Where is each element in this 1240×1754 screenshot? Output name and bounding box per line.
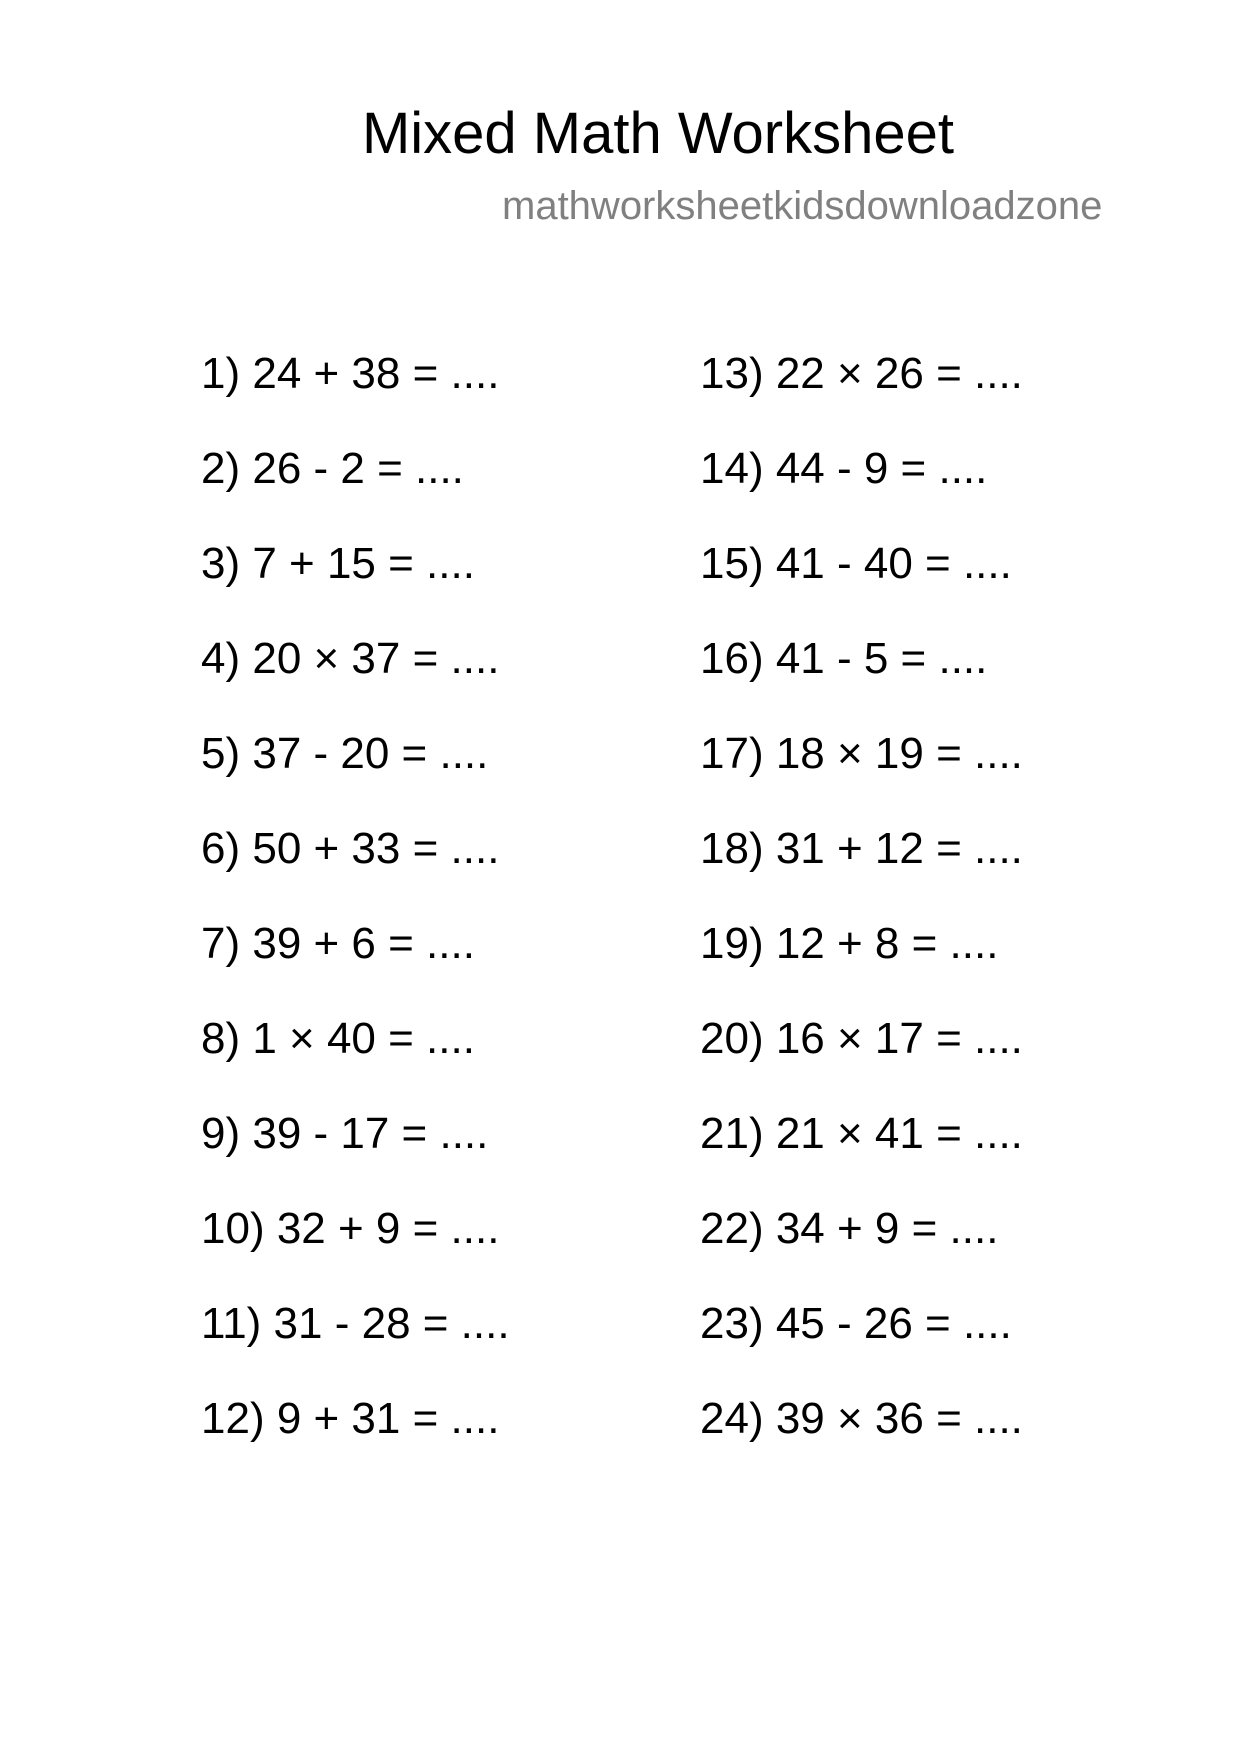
problem-item: 22) 34 + 9 = .... [700,1204,999,1253]
problem-item: 13) 22 × 26 = .... [700,349,1023,398]
problem-item: 19) 12 + 8 = .... [700,919,999,968]
problem-item: 23) 45 - 26 = .... [700,1299,1012,1348]
problem-item: 4) 20 × 37 = .... [201,634,500,683]
problem-item: 1) 24 + 38 = .... [201,349,500,398]
problem-item: 24) 39 × 36 = .... [700,1394,1023,1443]
problem-item: 16) 41 - 5 = .... [700,634,988,683]
problem-item: 2) 26 - 2 = .... [201,444,464,493]
problem-item: 21) 21 × 41 = .... [700,1109,1023,1158]
problem-item: 3) 7 + 15 = .... [201,539,475,588]
title-container [0,98,1240,170]
problem-item: 12) 9 + 31 = .... [201,1394,500,1443]
problem-item: 14) 44 - 9 = .... [700,444,988,493]
problem-item: 9) 39 - 17 = .... [201,1109,489,1158]
worksheet-subtitle: mathworksheetkidsdownloadzone [502,184,1103,228]
problem-item: 5) 37 - 20 = .... [201,729,489,778]
problem-item: 11) 31 - 28 = .... [201,1299,510,1348]
problem-item: 10) 32 + 9 = .... [201,1204,500,1253]
problem-item: 15) 41 - 40 = .... [700,539,1012,588]
problem-item: 8) 1 × 40 = .... [201,1014,475,1063]
problem-item: 17) 18 × 19 = .... [700,729,1023,778]
problem-item: 7) 39 + 6 = .... [201,919,475,968]
problem-item: 6) 50 + 33 = .... [201,824,500,873]
problem-item: 20) 16 × 17 = .... [700,1014,1023,1063]
worksheet-title: Mixed Math Worksheet [361,101,955,166]
problem-item: 18) 31 + 12 = .... [700,824,1023,873]
